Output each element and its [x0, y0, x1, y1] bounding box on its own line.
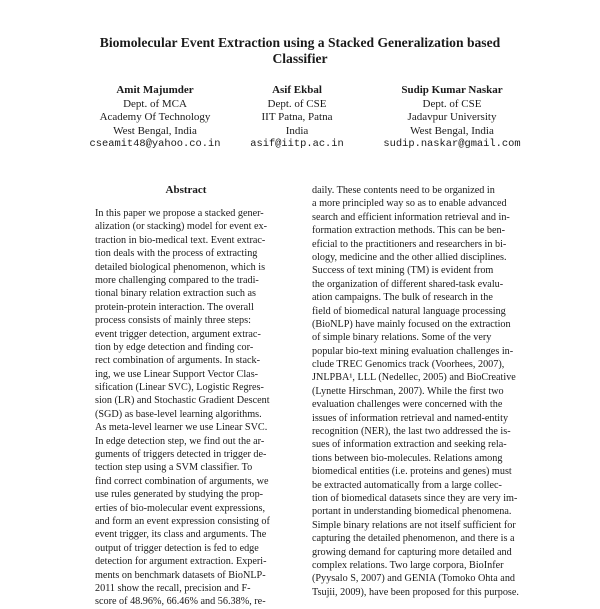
- text-line: complex relations. Two large corpora, BioInfer: [312, 559, 504, 571]
- text-line: sification (Linear SVC), Logistic Regres-: [95, 382, 264, 394]
- author-dept: Dept. of CSE: [422, 97, 482, 110]
- author-name: Asif Ekbal: [272, 84, 322, 96]
- text-line: tional binary relation extraction such as: [95, 288, 256, 300]
- author-institution: Academy Of Technology: [99, 111, 211, 123]
- text-line: eficial to the practitioners and researchers in bi-: [312, 238, 507, 250]
- author-1: [75, 84, 235, 152]
- text-line: Success of text mining (TM) is evident from: [312, 265, 494, 277]
- text-line: growing demand for capturing more detailed and: [312, 546, 512, 558]
- abstract-text: [95, 207, 277, 609]
- text-line: tion of biomedical datasets since they are very im-: [312, 492, 518, 504]
- text-line: and form an event expression consisting of: [95, 515, 270, 527]
- text-line: In edge detection step, we find out the ar-: [95, 435, 265, 447]
- text-line: sion (LR) and Stochastic Gradient Descent: [95, 395, 270, 407]
- author-email: sudip.naskar@gmail.com: [383, 138, 521, 150]
- text-line: erties of bio-molecular event expressions,: [95, 502, 266, 514]
- author-email: asif@iitp.ac.in: [250, 138, 344, 150]
- author-institution: IIT Patna, Patna: [261, 111, 333, 123]
- text-line: be extracted automatically from a large collec-: [312, 479, 502, 491]
- text-line: alization (or stacking) model for event ex-: [95, 221, 267, 233]
- text-line: event trigger, its class and arguments. The: [95, 529, 267, 541]
- author-block: [0, 84, 600, 154]
- text-line: biomedical entities (i.e. proteins and genes) must: [312, 466, 512, 478]
- text-line: process consists of mainly three steps:: [95, 315, 251, 327]
- text-line: sues of information extraction and seeking rela-: [312, 439, 507, 451]
- text-line: protein-protein interaction. The overall: [95, 301, 254, 313]
- text-line: JNLPBA¹, LLL (Nedellec, 2005) and BioCreative: [312, 372, 516, 384]
- text-line: daily. These contents need to be organized in: [312, 185, 495, 196]
- text-line: rect combination of arguments. In stack-: [95, 355, 261, 367]
- text-line: 2011 show the recall, precision and F-: [95, 582, 251, 594]
- text-line: popular bio-text mining evaluation challenges in-: [312, 345, 514, 357]
- text-line: tions between bio-molecules. Relations among: [312, 452, 503, 464]
- text-line: Simple binary relations are not itself sufficient for: [312, 519, 516, 531]
- text-line: ing, we use Linear Support Vector Clas-: [95, 368, 259, 380]
- text-line: more challenging compared to the tradi-: [95, 274, 259, 286]
- text-line: the organization of different shared-task evalu-: [312, 278, 504, 290]
- title-line-2: Classifier: [272, 51, 328, 66]
- author-email: cseamit48@yahoo.co.in: [89, 138, 221, 150]
- text-line: (Lynette Hirschman, 2007). While the first two: [312, 385, 504, 397]
- text-line: tion by edge detection and finding cor-: [95, 341, 254, 353]
- text-line: ology, medicine and the other allied disciplines.: [312, 251, 507, 263]
- author-institution: Jadavpur University: [407, 111, 497, 123]
- text-line: a more principled way so as to enable advanced: [312, 198, 507, 210]
- author-dept: Dept. of MCA: [123, 97, 187, 110]
- text-line: of simple binary relations. Some of the very: [312, 332, 492, 344]
- text-line: (Pyysalo S, 2007) and GENIA (Tomoko Ohta and: [312, 573, 516, 585]
- text-line: detection for argument extraction. Experi-: [95, 556, 267, 568]
- text-line: traction in bio-medical text. Event extrac-: [95, 234, 266, 246]
- text-line: As meta-level learner we use Linear SVC.: [95, 422, 268, 434]
- author-location: West Bengal, India: [410, 124, 494, 137]
- author-name: Sudip Kumar Naskar: [401, 84, 503, 96]
- text-line: portant in understanding biomedical phenomena.: [312, 506, 512, 518]
- text-line: ments on benchmark datasets of BioNLP-: [95, 569, 266, 581]
- author-3: [362, 84, 542, 152]
- text-line: ation campaigns. The bulk of research in the: [312, 292, 493, 304]
- abstract-heading: Abstract: [165, 184, 207, 196]
- author-dept: Dept. of CSE: [267, 97, 327, 110]
- intro-body-text: [312, 184, 524, 599]
- text-line: (SGD) as base-level learning algorithms.: [95, 408, 262, 420]
- text-line: evaluation challenges were concerned with the: [312, 399, 503, 411]
- text-line: (BioNLP) have mainly focused on the extraction: [312, 318, 511, 330]
- author-name: Amit Majumder: [116, 84, 194, 96]
- text-line: tion deals with the process of extracting: [95, 248, 258, 260]
- text-line: tection step using a SVM classifier. To: [95, 462, 253, 474]
- text-line: guments of triggers detected in trigger de-: [95, 449, 267, 461]
- text-line: find correct combination of arguments, we: [95, 475, 269, 487]
- text-line: event trigger detection, argument extrac-: [95, 328, 261, 340]
- text-line: capturing the detailed phenomenon, and there is a: [312, 533, 515, 545]
- text-line: clude TREC Genomics track (Voorhees, 2007),: [312, 359, 505, 371]
- text-line: score of 48.96%, 66.46% and 56.38%, re-: [95, 596, 266, 608]
- author-location: India: [285, 124, 309, 137]
- text-line: recognition (NER), the last two addressed the is-: [312, 426, 511, 438]
- title-line-1: Biomolecular Event Extraction using a Stacked Generalization based: [99, 35, 501, 50]
- text-line: output of trigger detection is fed to edge: [95, 542, 259, 554]
- text-line: In this paper we propose a stacked gener-: [95, 208, 264, 219]
- text-line: field of biomedical natural language processing: [312, 305, 506, 317]
- text-line: Tsujii, 2009), have been proposed for this purpose.: [312, 586, 519, 598]
- text-line: formation extraction methods. This can be ben-: [312, 225, 506, 237]
- text-line: detailed biological phenomenon, which is: [95, 261, 266, 273]
- paper-title: [60, 35, 540, 67]
- text-line: issues of information retrieval and named-entity: [312, 412, 509, 424]
- text-line: use rules generated by studying the prop-: [95, 489, 264, 501]
- author-2: [222, 84, 372, 152]
- author-location: West Bengal, India: [113, 124, 197, 137]
- text-line: search and efficient information retrieval and in-: [312, 211, 510, 223]
